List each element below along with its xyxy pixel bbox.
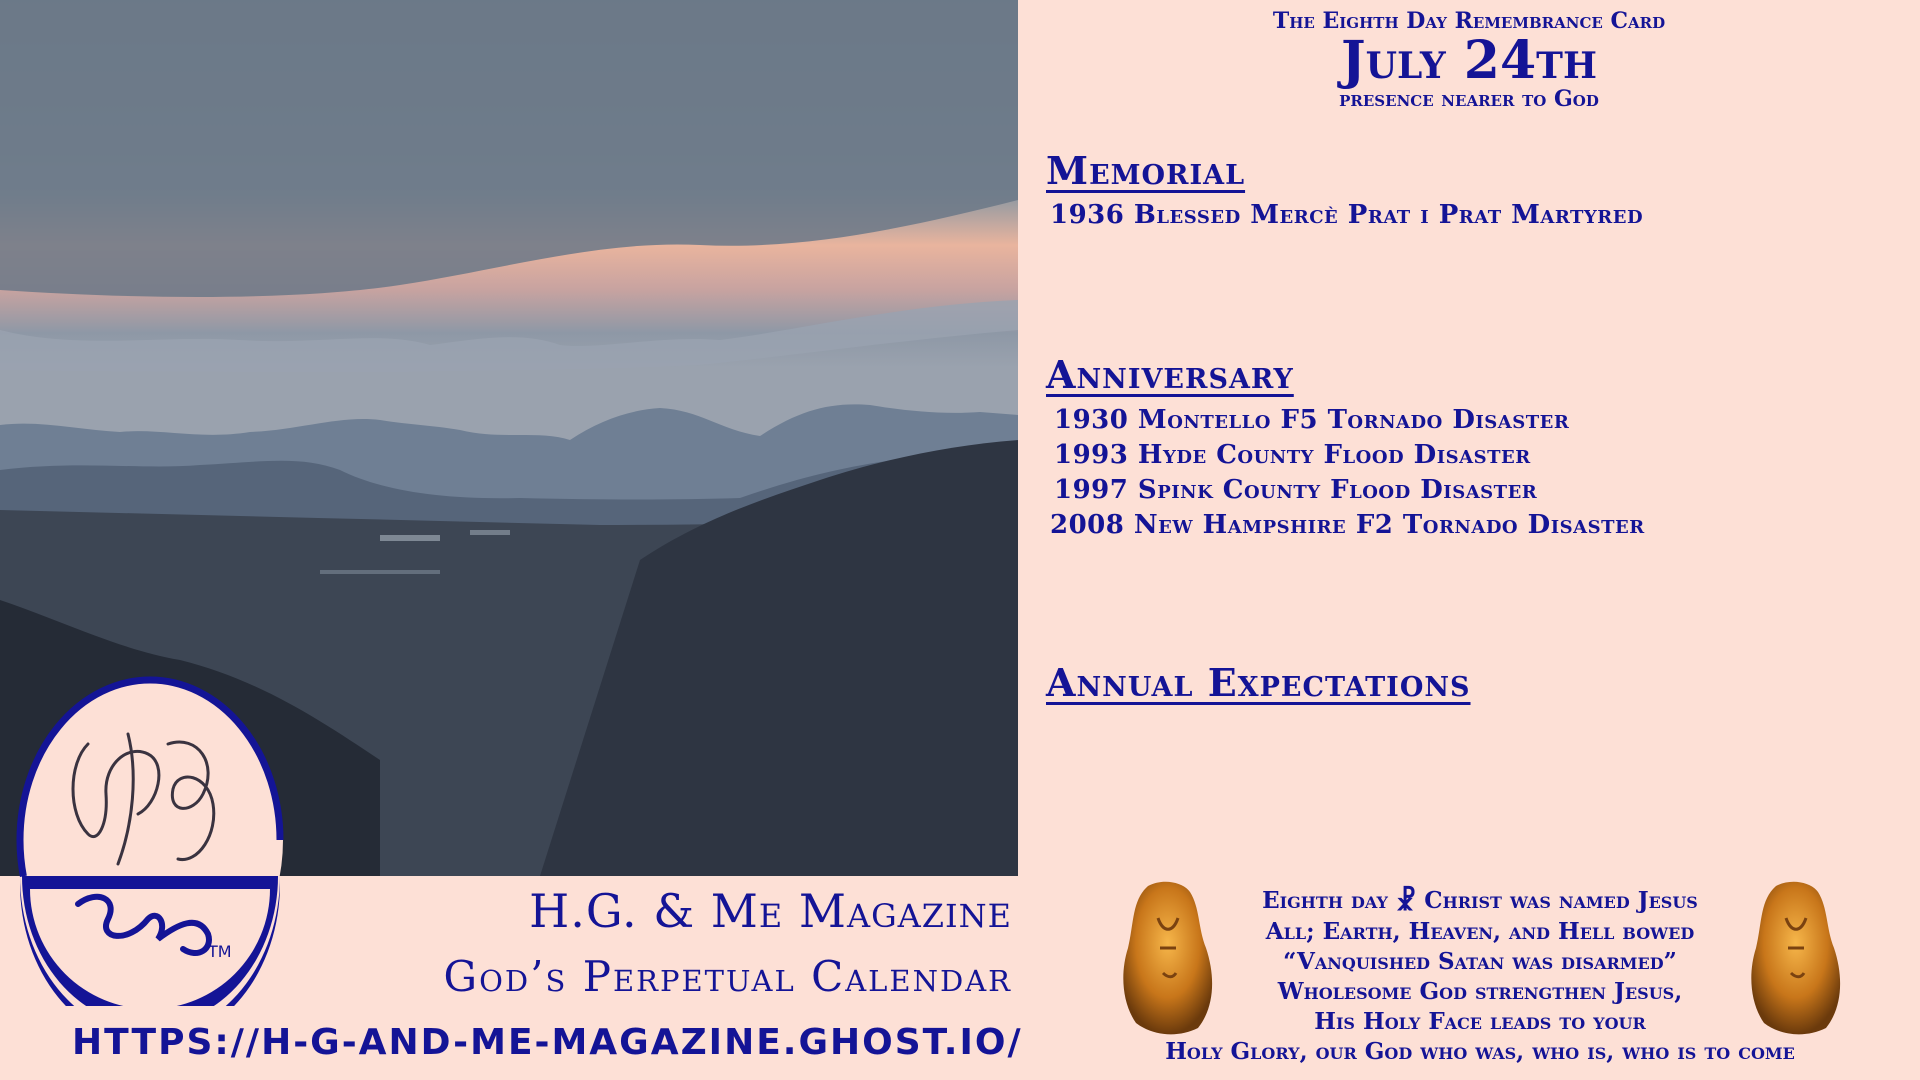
card-subtitle: presence nearer to God xyxy=(1339,86,1599,112)
chi-rho-icon: ☧ xyxy=(1395,887,1417,917)
anniversary-entry: 1997 Spink County Flood Disaster xyxy=(1054,475,1538,505)
anniversary-entry: 1993 Hyde County Flood Disaster xyxy=(1054,440,1531,470)
magazine-title: H.G. & Me Magazine xyxy=(529,884,1012,938)
hg-and-me-logo xyxy=(8,674,292,1006)
card-header-small: The Eighth Day Remembrance Card xyxy=(1272,8,1666,34)
anniversary-entry: 1930 Montello F5 Tornado Disaster xyxy=(1054,405,1570,435)
poem-block xyxy=(1100,886,1860,1067)
memorial-heading: Memorial xyxy=(1046,148,1246,193)
magazine-subtitle: God’s Perpetual Calendar xyxy=(443,952,1012,1001)
trademark: TM xyxy=(208,942,232,961)
poem-line-1 xyxy=(1100,886,1860,917)
poem-line-5: His Holy Face leads to your xyxy=(1314,1008,1646,1035)
poem-line-4: Wholesome God strengthen Jesus, xyxy=(1277,978,1683,1005)
magazine-url-link[interactable]: HTTPS://H-G-AND-ME-MAGAZINE.GHOST.IO/ xyxy=(72,1022,1023,1063)
anniversary-entry: 2008 New Hampshire F2 Tornado Disaster xyxy=(1050,510,1645,540)
memorial-entry: 1936 Blessed Mercè Prat i Prat Martyred xyxy=(1050,200,1644,230)
poem-line-6: Holy Glory, our God who was, who is, who is to come xyxy=(1165,1038,1795,1065)
poem-line-1a: Eighth day xyxy=(1262,887,1388,914)
poem-line-1b: Christ was named Jesus xyxy=(1424,887,1698,914)
card-date: July 24th xyxy=(1341,30,1597,91)
poem-line-3: “Vanquished Satan was disarmed” xyxy=(1283,948,1677,975)
annual-expectations-heading: Annual Expectations xyxy=(1046,660,1471,705)
anniversary-heading: Anniversary xyxy=(1046,352,1294,397)
poem-line-2: All; Earth, Heaven, and Hell bowed xyxy=(1265,918,1695,945)
